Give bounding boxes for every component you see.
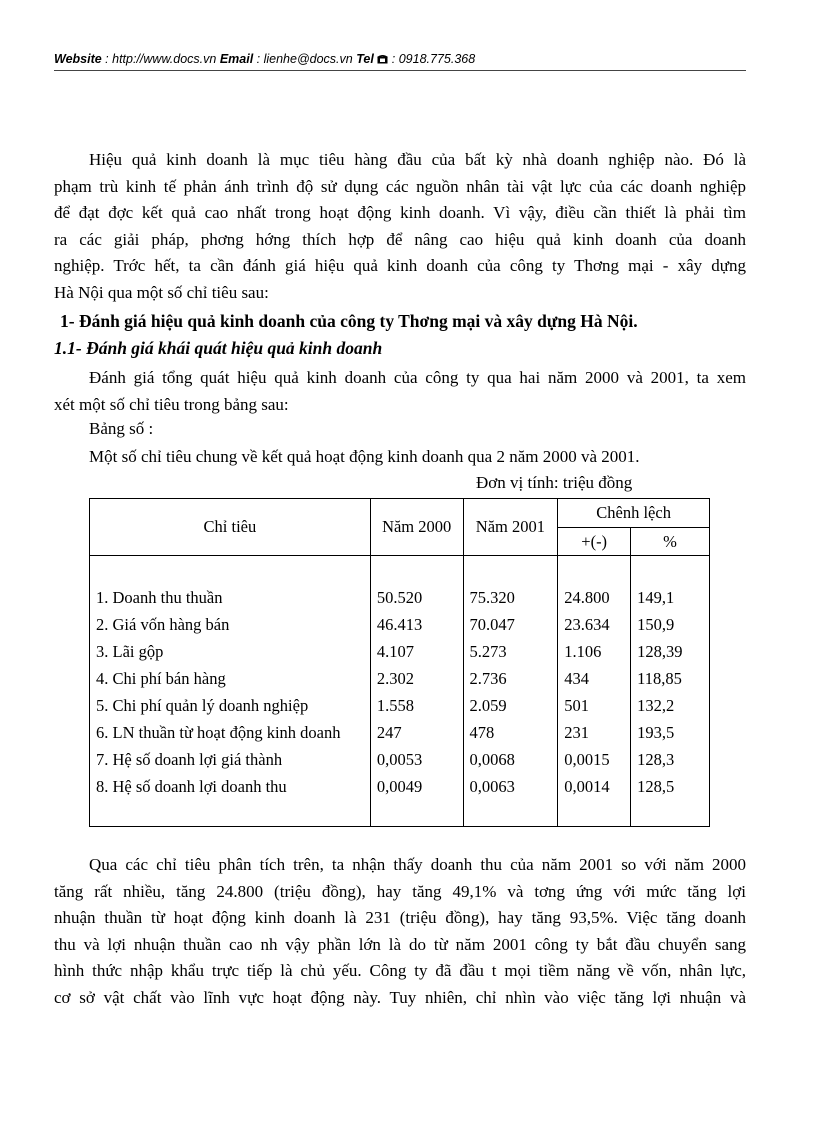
table-cell: 132,2 [637, 696, 675, 715]
website-label: Website [54, 52, 102, 66]
table-cell: 118,85 [637, 669, 682, 688]
table-cell: 1. Doanh thu thuần [96, 588, 223, 607]
analysis-line: tăng rất nhiều, tăng 24.800 (triệu đồng), hay tăng 49,1% và tơng ứng với mức tăng lợi [54, 881, 746, 901]
header-diff-pct: % [631, 528, 710, 556]
table-cell: 434 [564, 669, 589, 688]
table-cell: 0,0053 [376, 750, 423, 769]
table-cell: 23.634 [564, 615, 610, 634]
table-cell: 231 [564, 723, 589, 742]
table-cell: 50.520 [376, 588, 423, 607]
overview-line: Đánh giá tổng quát hiệu quả kinh doanh của công ty qua hai năm 2000 và 2001, ta xem [89, 368, 746, 387]
table-cell: 3. Lãi gộp [96, 642, 164, 661]
analysis-line: Qua các chỉ tiêu phân tích trên, ta nhận thấy doanh thu của năm 2001 so với năm 2000 [89, 855, 746, 874]
overview-paragraph [54, 365, 746, 418]
table-label: Bảng số : [89, 419, 154, 438]
subsection-heading: 1.1- Đánh giá khái quát hiệu quả kinh doanh [54, 338, 383, 358]
intro-line: nghiệp. Trớc hết, ta cần đánh giá hiệu quả kinh doanh của công ty Thơng mại - xây dựng [54, 256, 746, 275]
analysis-line: hình thức nhập khẩu trực tiếp là chủ yếu. Công ty đã đầu t mọi tiềm năng về vốn, nhân lực, [54, 961, 746, 980]
table-cell: 128,3 [637, 750, 675, 769]
intro-line: Hà Nội qua một số chỉ tiêu sau: [54, 282, 269, 302]
table-cell: 0,0068 [469, 750, 515, 769]
table-cell: 128,39 [637, 642, 683, 661]
intro-line: Hiệu quả kinh doanh là mục tiêu hàng đầu của bất kỳ nhà doanh nghiệp nào. Đó là [89, 150, 746, 169]
results-table [89, 498, 710, 827]
table-unit: Đơn vị tính: triệu đồng [476, 473, 633, 492]
intro-line: phạm trù kinh tế phản ánh trình độ sử dụng các nguồn nhân tài vật lực của các doanh nghiệp [54, 176, 746, 196]
table-caption: Một số chỉ tiêu chung về kết quả hoạt động kinh doanh qua 2 năm 2000 và 2001. [89, 447, 640, 466]
website-value: : http://www.docs.vn [101, 52, 220, 66]
table-cell: 149,1 [637, 588, 675, 607]
intro-paragraph [54, 147, 746, 306]
page-header [54, 52, 746, 66]
intro-line: để đạt đợc kết quả cao nhất trong hoạt động kinh doanh. Vì vậy, điều cần thiết là phải tìm [54, 203, 746, 222]
phone-icon [377, 54, 388, 64]
table-cell: 0,0049 [376, 777, 423, 796]
table-cell: 478 [469, 723, 495, 742]
header-difference: Chênh lệch [558, 499, 710, 528]
tel-value: : 0918.775.368 [388, 52, 476, 66]
table-cell: 24.800 [564, 588, 610, 607]
table-cell: 4. Chi phí bán hàng [96, 669, 226, 688]
table-cell: 501 [564, 696, 589, 715]
header-year-2001: Năm 2001 [463, 499, 558, 556]
table-cell: 75.320 [469, 588, 515, 607]
header-divider [54, 70, 746, 71]
tel-label: Tel [356, 52, 374, 66]
table-cell: 7. Hệ số doanh lợi giá thành [96, 750, 283, 769]
email-label: Email [219, 52, 254, 66]
analysis-line: nhuận thuần từ hoạt động kinh doanh là 231 (triệu đồng), hay tăng 93,5%. Việc tăng doanh [54, 908, 746, 927]
table-cell: 2. Giá vốn hàng bán [96, 615, 230, 634]
table-cell: 2.736 [469, 669, 507, 688]
table-cell: 0,0014 [564, 777, 610, 796]
table-cell: 193,5 [637, 723, 675, 742]
table-cell: 2.059 [469, 696, 507, 715]
overview-line: xét một số chỉ tiêu trong bảng sau: [54, 394, 289, 414]
table-cell: 5.273 [469, 642, 507, 661]
year-2000-column [370, 556, 463, 827]
header-year-2000: Năm 2000 [370, 499, 463, 556]
section-heading: 1- Đánh giá hiệu quả kinh doanh của công ty Thơng mại và xây dựng Hà Nội. [60, 311, 638, 331]
table-cell: 5. Chi phí quản lý doanh nghiệp [96, 696, 309, 715]
table-cell: 1.106 [564, 642, 602, 661]
year-2001-column [463, 556, 558, 827]
analysis-line: thu và lợi nhuận thuần cao nh vậy phần lớn là do từ năm 2001 công ty bắt đầu chuyển sang [54, 934, 746, 954]
table-cell: 0,0063 [469, 777, 515, 796]
table-cell: 2.302 [376, 669, 414, 688]
table-cell: 128,5 [637, 777, 675, 796]
table-cell: 70.047 [469, 615, 515, 634]
table-cell: 0,0015 [564, 750, 610, 769]
indicator-column [90, 556, 371, 827]
header-diff-abs: +(-) [558, 528, 631, 556]
table-cell: 46.413 [376, 615, 423, 634]
table-cell: 6. LN thuần từ hoạt động kinh doanh [96, 723, 341, 742]
header-indicator: Chỉ tiêu [90, 499, 371, 556]
table-cell: 150,9 [637, 615, 675, 634]
table-cell: 4.107 [376, 642, 414, 661]
diff-pct-column [631, 556, 710, 827]
analysis-paragraph [54, 852, 746, 1011]
diff-abs-column [558, 556, 631, 827]
analysis-line: cơ sở vật chất vào lĩnh vực hoạt động này. Tuy nhiên, chỉ nhìn vào việc tăng lợi nhuận và [54, 987, 746, 1007]
table-cell: 8. Hệ số doanh lợi doanh thu [96, 777, 287, 796]
table-cell: 1.558 [376, 696, 414, 715]
email-value: : lienhe@docs.vn [253, 52, 357, 66]
table-cell: 247 [376, 723, 402, 742]
intro-line: ra các giải pháp, phơng hớng thích hợp để nâng cao hiệu quả kinh doanh của doanh [54, 229, 746, 249]
